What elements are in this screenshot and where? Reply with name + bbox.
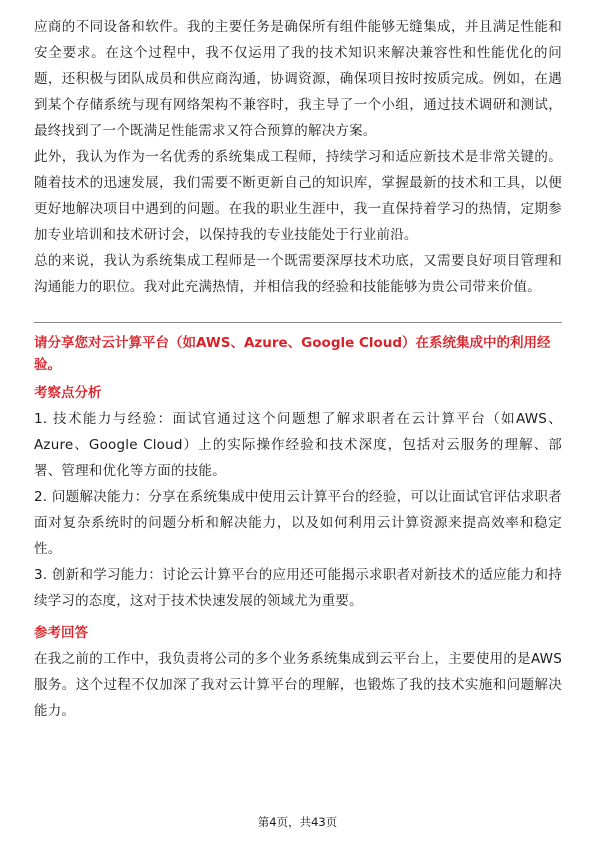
intro-paragraph-2: 此外，我认为作为一名优秀的系统集成工程师，持续学习和适应新技术是非常关键的。随着技术的迅速发展，我们需要不断更新自己的知识库，掌握最新的技术和工具，以便更好地解决项目中遇到的问题。在我的职业生涯中，我一直保持着学习的热情，定期参加专业培训和技术研讨会，以保持我的专业技能处于行业前沿。 [34, 149, 562, 243]
answer-heading: 参考回答 [34, 625, 88, 641]
section-divider [34, 322, 562, 323]
analysis-point-1: 1. 技术能力与经验：面试官通过这个问题想了解求职者在云计算平台（如AWS、Azure、Google Cloud）上的实际操作经验和技术深度，包括对云服务的理解、部署、管理和优化等方面的技能。 [34, 411, 562, 479]
analysis-point-3: 3. 创新和学习能力：讨论云计算平台的应用还可能揭示求职者对新技术的适应能力和持续学习的态度，这对于技术快速发展的领域尤为重要。 [34, 567, 562, 609]
intro-paragraph-3: 总的来说，我认为系统集成工程师是一个既需要深厚技术功底，又需要良好项目管理和沟通能力的职位。我对此充满热情，并相信我的经验和技能能够为贵公司带来价值。 [34, 253, 562, 295]
answer-paragraph: 在我之前的工作中，我负责将公司的多个业务系统集成到云平台上，主要使用的是AWS服务。这个过程不仅加深了我对云计算平台的理解，也锻炼了我的技术实施和问题解决能力。 [34, 651, 562, 719]
page-number-footer: 第4页，共43页 [257, 815, 338, 829]
question-title: 请分享您对云计算平台（如AWS、Azure、Google Cloud）在系统集成中的利用经验。 [34, 335, 551, 373]
analysis-point-2: 2. 问题解决能力：分享在系统集成中使用云计算平台的经验，可以让面试官评估求职者面对复杂系统时的问题分析和解决能力，以及如何利用云计算资源来提高效率和稳定性。 [34, 489, 562, 557]
document-page [34, 14, 562, 724]
intro-paragraph-1: 应商的不同设备和软件。我的主要任务是确保所有组件能够无缝集成，并且满足性能和安全要求。在这个过程中，我不仅运用了我的技术知识来解决兼容性和性能优化的问题，还积极与团队成员和供应商沟通，协调资源，确保项目按时按质完成。例如，在遇到某个存储系统与现有网络架构不兼容时，我主导了一个小组，通过技术调研和测试，最终找到了一个既满足性能需求又符合预算的解决方案。 [34, 19, 562, 139]
analysis-heading: 考察点分析 [34, 385, 102, 401]
